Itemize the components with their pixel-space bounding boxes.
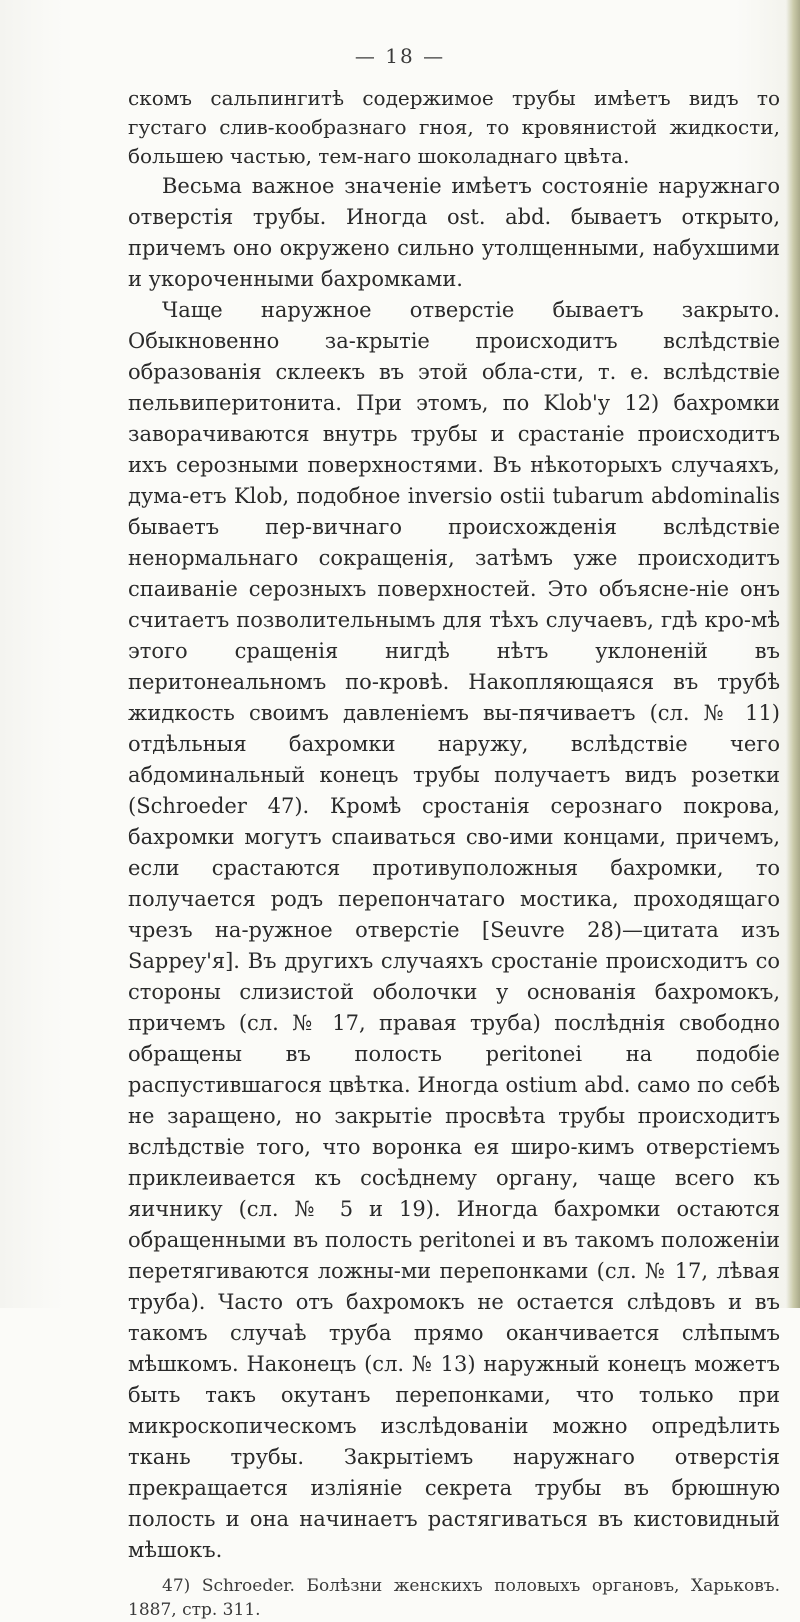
paragraph-continuation: скомъ сальпингитѣ содержимое трубы имѣетъ видъ то густаго слив-кообразнаго гноя, то кровянистой жидкости, большею частью, тем-наго шоколаднаго цвѣта. <box>128 86 780 168</box>
page-body <box>128 84 780 1622</box>
paragraph-outer-opening: Весьма важное значеніе имѣетъ состояніе наружнаго отверстія трубы. Иногда ost. abd. бываетъ открыто, причемъ оно окружено сильно утолщенными, набухшими и укороченными бахромками. <box>128 174 780 291</box>
paragraph-closure: Чаще наружное отверстіе бываетъ закрыто. Обыкновенно за-крытіе происходитъ вслѣдствіе образованія склеекъ въ этой обла-сти, т. е. вслѣдствіе пельвиперитонита. При этомъ, по Klob'у 12) бахромки заворачиваются внутрь трубы и срастаніе происходитъ ихъ серозными поверхностями. Въ нѣкоторыхъ случаяхъ, дума-етъ Klob, подобное inversio ostii tubarum abdominalis бываетъ пер-вичнаго происхожденія вслѣдствіе ненормальнаго сокращенія, затѣмъ уже происходитъ спаиваніе серозныхъ поверхностей. Это объясне-ніе онъ считаетъ позволительнымъ для тѣхъ случаевъ, гдѣ кро-мѣ этого сращенія нигдѣ нѣтъ уклоненій въ перитонеальномъ по-кровѣ. Накопляющаяся въ трубѣ жидкость своимъ давленіемъ вы-пячиваетъ (сл. № 11) отдѣльныя бахромки наружу, вслѣдствіе чего абдоминальный конецъ трубы получаетъ видъ розетки (Schroeder 47). Кромѣ сростанія серознаго покрова, бахромки могутъ спаиваться сво-ими концами, причемъ, если срастаются противуположныя бахромки, то получается родъ перепончатаго мостика, проходящаго чрезъ на-ружное отверстіе [Seuvre 28)—цитата изъ Sappey'я]. Въ другихъ случаяхъ сростаніе происходитъ со стороны слизистой оболочки у основанія бахромокъ, причемъ (сл. № 17, правая труба) послѣднія свободно обращены въ полость peritonei на подобіе распустившагося цвѣтка. Иногда ostium abd. само по себѣ не заращено, но закрытіе просвѣта трубы происходитъ вслѣдствіе того, что воронка ея широ-кимъ отверстіемъ приклеивается къ сосѣднему органу, чаще всего къ яичнику (сл. № 5 и 19). Иногда бахромки остаются обращенными въ полость peritonei и въ такомъ положеніи перетягиваются ложны-ми перепонками (сл. № 17, лѣвая труба). Часто отъ бахромокъ не остается слѣдовъ и въ такомъ случаѣ труба прямо оканчивается слѣпымъ мѣшкомъ. Наконецъ (сл. № 13) наружный конецъ можетъ быть такъ окутанъ перепонками, что только при микроскопическомъ изслѣдованіи можно опредѣлить ткань трубы. Закрытіемъ наружнаго отверстія прекращается изліяніе секрета трубы въ брюшную полость и она начинаетъ растягиваться въ кистовидный мѣшокъ. <box>128 298 780 1562</box>
page-edge-shadow <box>786 0 800 1308</box>
footnote: 47) Schroeder. Болѣзни женскихъ половыхъ органовъ, Харьковъ. 1887, стр. 311. <box>128 1576 780 1620</box>
page-number: — 18 — <box>354 44 446 68</box>
